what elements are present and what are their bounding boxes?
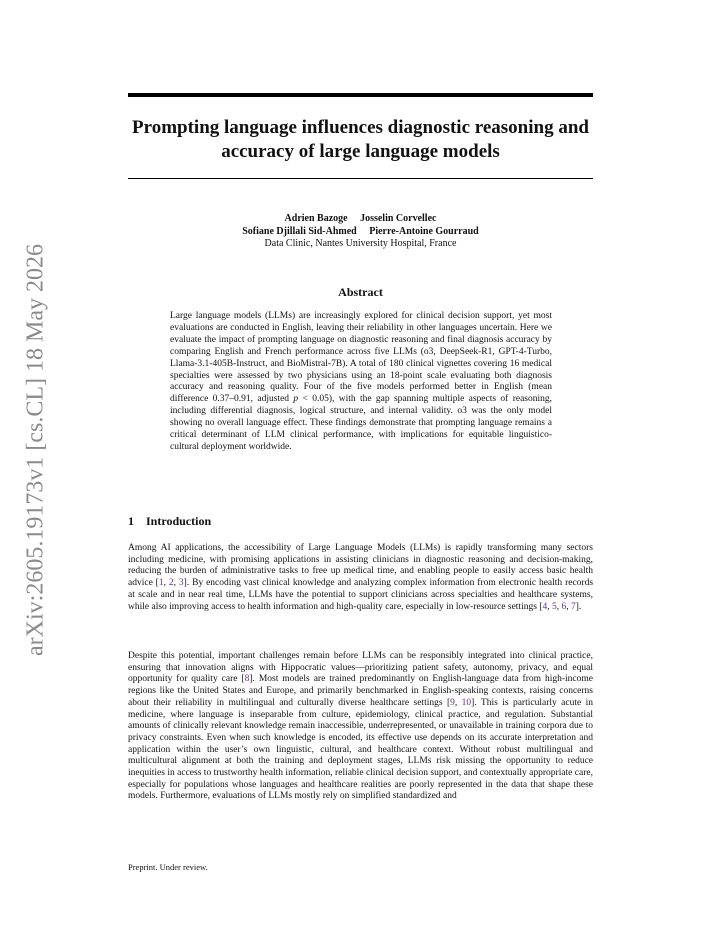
citation-link[interactable]: 9 <box>450 697 455 708</box>
paragraph-text: ]. By encoding vast clinical knowledge and analyzing complex information from electronic health records at scale and in near real time, LLMs have the potential to support clinicians across specialties and healthcare systems, while also improving access to health information and high-quality care, especially in low-resource settings [ <box>128 578 594 612</box>
author-name: Josselin Corvellec <box>360 213 437 224</box>
paragraph-text: ]. This is particularly acute in medicine, where language is inseparable from culture, epidemiology, clinical practice, and regulation. Substantial amounts of clinically relevant knowledge remain inaccessible, underrepresented, or unavailable in training corpora due to privacy constraints. Even when such knowledge is encoded, its effective use depends on its accurate interpretation and application within the user’s own linguistic, cultural, and healthcare context. Without robust multilingual and multicultural alignment at both the training and deployment stages, LLMs risk missing the opportunity to reduce inequities in access to trustworthy health information, reliable clinical decision support, and contextually appropriate care, especially for populations whose languages and healthcare realities are poorly represented in the data that shape these models. Furthermore, evaluations of LLMs mostly rely on simplified standardized and <box>128 697 593 802</box>
abstract-heading: Abstract <box>338 285 383 299</box>
paragraph-text: ]. <box>575 601 582 612</box>
author-block <box>128 213 593 251</box>
preprint-footnote: Preprint. Under review. <box>128 862 208 872</box>
section-number: 1 <box>128 514 134 528</box>
citation-link[interactable]: 3 <box>178 578 184 589</box>
author-name: Adrien Bazoge <box>284 213 348 224</box>
title-bottom-rule <box>128 178 593 179</box>
citation-link[interactable]: 7 <box>570 601 576 612</box>
arxiv-sidebar <box>18 244 54 656</box>
paragraph-text: ]. Most models are trained predominantly on English-language data from high-income regions like the United States and Europe, and primarily benchmarked in English-speaking contexts, raising concerns about their reliability in multilingual and culturally diverse healthcare settings [ <box>128 674 593 708</box>
citation-link[interactable]: 2 <box>168 578 174 589</box>
citation-link[interactable]: 10 <box>461 697 472 708</box>
intro-paragraph-1: Among AI applications, the accessibility of Large Language Models (LLMs) is rapidly transforming many sectors including medicine, with promising applications in assisting clinicians in diagnostic reasoning and decision-making, reducing the burden of administrative tasks to free up medical time, and enabling people to easily access basic health advice [1, 2, 3]. By encoding vast clinical knowledge and analyzing complex information from electronic health records at scale and in near real time, LLMs have the potential to support clinicians across specialties and healthcare systems, while also improving access to health information and high-quality care, especially in low-resource settings [4, 5, 6, 7]. <box>128 543 594 612</box>
affiliation: Data Clinic, Nantes University Hospital, France <box>264 238 457 249</box>
section-title: Introduction <box>146 514 212 528</box>
arxiv-id-label: arXiv:2605.19173v1 [cs.CL] 18 May 2026 <box>22 244 49 656</box>
abstract-text-part: Large language models (LLMs) are increasingly explored for clinical decision support, yet most evaluations are conducted in English, leaving their reliability in other languages uncertain. Here we evaluate the impact of prompting language on diagnostic reasoning and final diagnosis accuracy by comparing English and French performance across five LLMs (o3, DeepSeek-R1, GPT-4-Turbo, Llama-3.1-405B-Instruct, and BioMistral-7B). A total of 180 clinical vignettes covering 16 medical specialties were assessed by two physicians using an 18-point scale evaluating both diagnosis accuracy and reasoning quality. Four of the five models performed better in English (mean difference 0.37–0.91, adjusted <box>170 311 552 405</box>
author-name: Pierre-Antoine Gourraud <box>369 225 479 237</box>
intro-paragraph-2: Despite this potential, important challenges remain before LLMs can be responsibly integrated into clinical practice, ensuring that innovation aligns with Hippocratic values—prioritizing patient safety, autonomy, privacy, and equal opportunity for quality care [8]. Most models are trained predominantly on English-language data from high-income regions like the United States and Europe, and primarily benchmarked in English-speaking contexts, raising concerns about their reliability in multilingual and culturally diverse healthcare settings [9, 10]. This is particularly acute in medicine, where language is inseparable from culture, epidemiology, clinical practice, and regulation. Substantial amounts of clinically relevant knowledge remain inaccessible, underrepresented, or unavailable in training corpora due to privacy constraints. Even when such knowledge is encoded, its effective use depends on its accurate interpretation and application within the user’s own linguistic, cultural, and healthcare context. Without robust multilingual and multicultural alignment at both the training and deployment stages, LLMs risk missing the opportunity to reduce inequities in access to trustworthy health information, reliable clinical decision support, and contextually appropriate care, especially for populations whose languages and healthcare realities are poorly represented in the data that shape these models. Furthermore, evaluations of LLMs mostly rely on simplified standardized and <box>128 651 593 802</box>
paragraph-text: Despite this potential, important challenges remain before LLMs can be responsibly integrated into clinical practice, ensuring that innovation aligns with Hippocratic values—prioritizing patient safety, autonomy, privacy, and equal opportunity for quality care [ <box>128 651 593 685</box>
author-row-1 <box>128 213 593 226</box>
abstract-text <box>170 311 552 454</box>
citation-link[interactable]: 1 <box>158 578 164 589</box>
author-row-2 <box>128 226 593 239</box>
author-name: Sofiane Djillali Sid-Ahmed <box>242 225 357 237</box>
paragraph-text: Among AI applications, the accessibility of Large Language Models (LLMs) is rapidly transforming many sectors including medicine, with promising applications in assisting clinicians in diagnostic reasoning and decision-making, reducing the burden of administrative tasks to free up medical time, and enabling people to easily access basic health advice [ <box>128 543 593 589</box>
title-top-rule <box>128 93 593 97</box>
citation-link[interactable]: 6 <box>561 601 567 612</box>
citation-link[interactable]: 8 <box>244 674 250 685</box>
abstract-text-part: < 0.05), with the gap spanning multiple aspects of reasoning, including differential diagnosis, logical structure, and internal validity. o3 was the only model showing no overall language effect. These findings demonstrate that prompting language remains a critical determinant of LLM clinical performance, with implications for equitable linguistico-cultural deployment worldwide. <box>170 394 552 452</box>
citation-link[interactable]: 4 <box>542 601 548 612</box>
p-value-symbol: p <box>293 394 299 405</box>
section-heading-introduction <box>128 514 211 529</box>
paper-title: Prompting language influences diagnostic reasoning and accuracy of large language models <box>132 117 589 162</box>
citation-link[interactable]: 5 <box>551 601 557 612</box>
